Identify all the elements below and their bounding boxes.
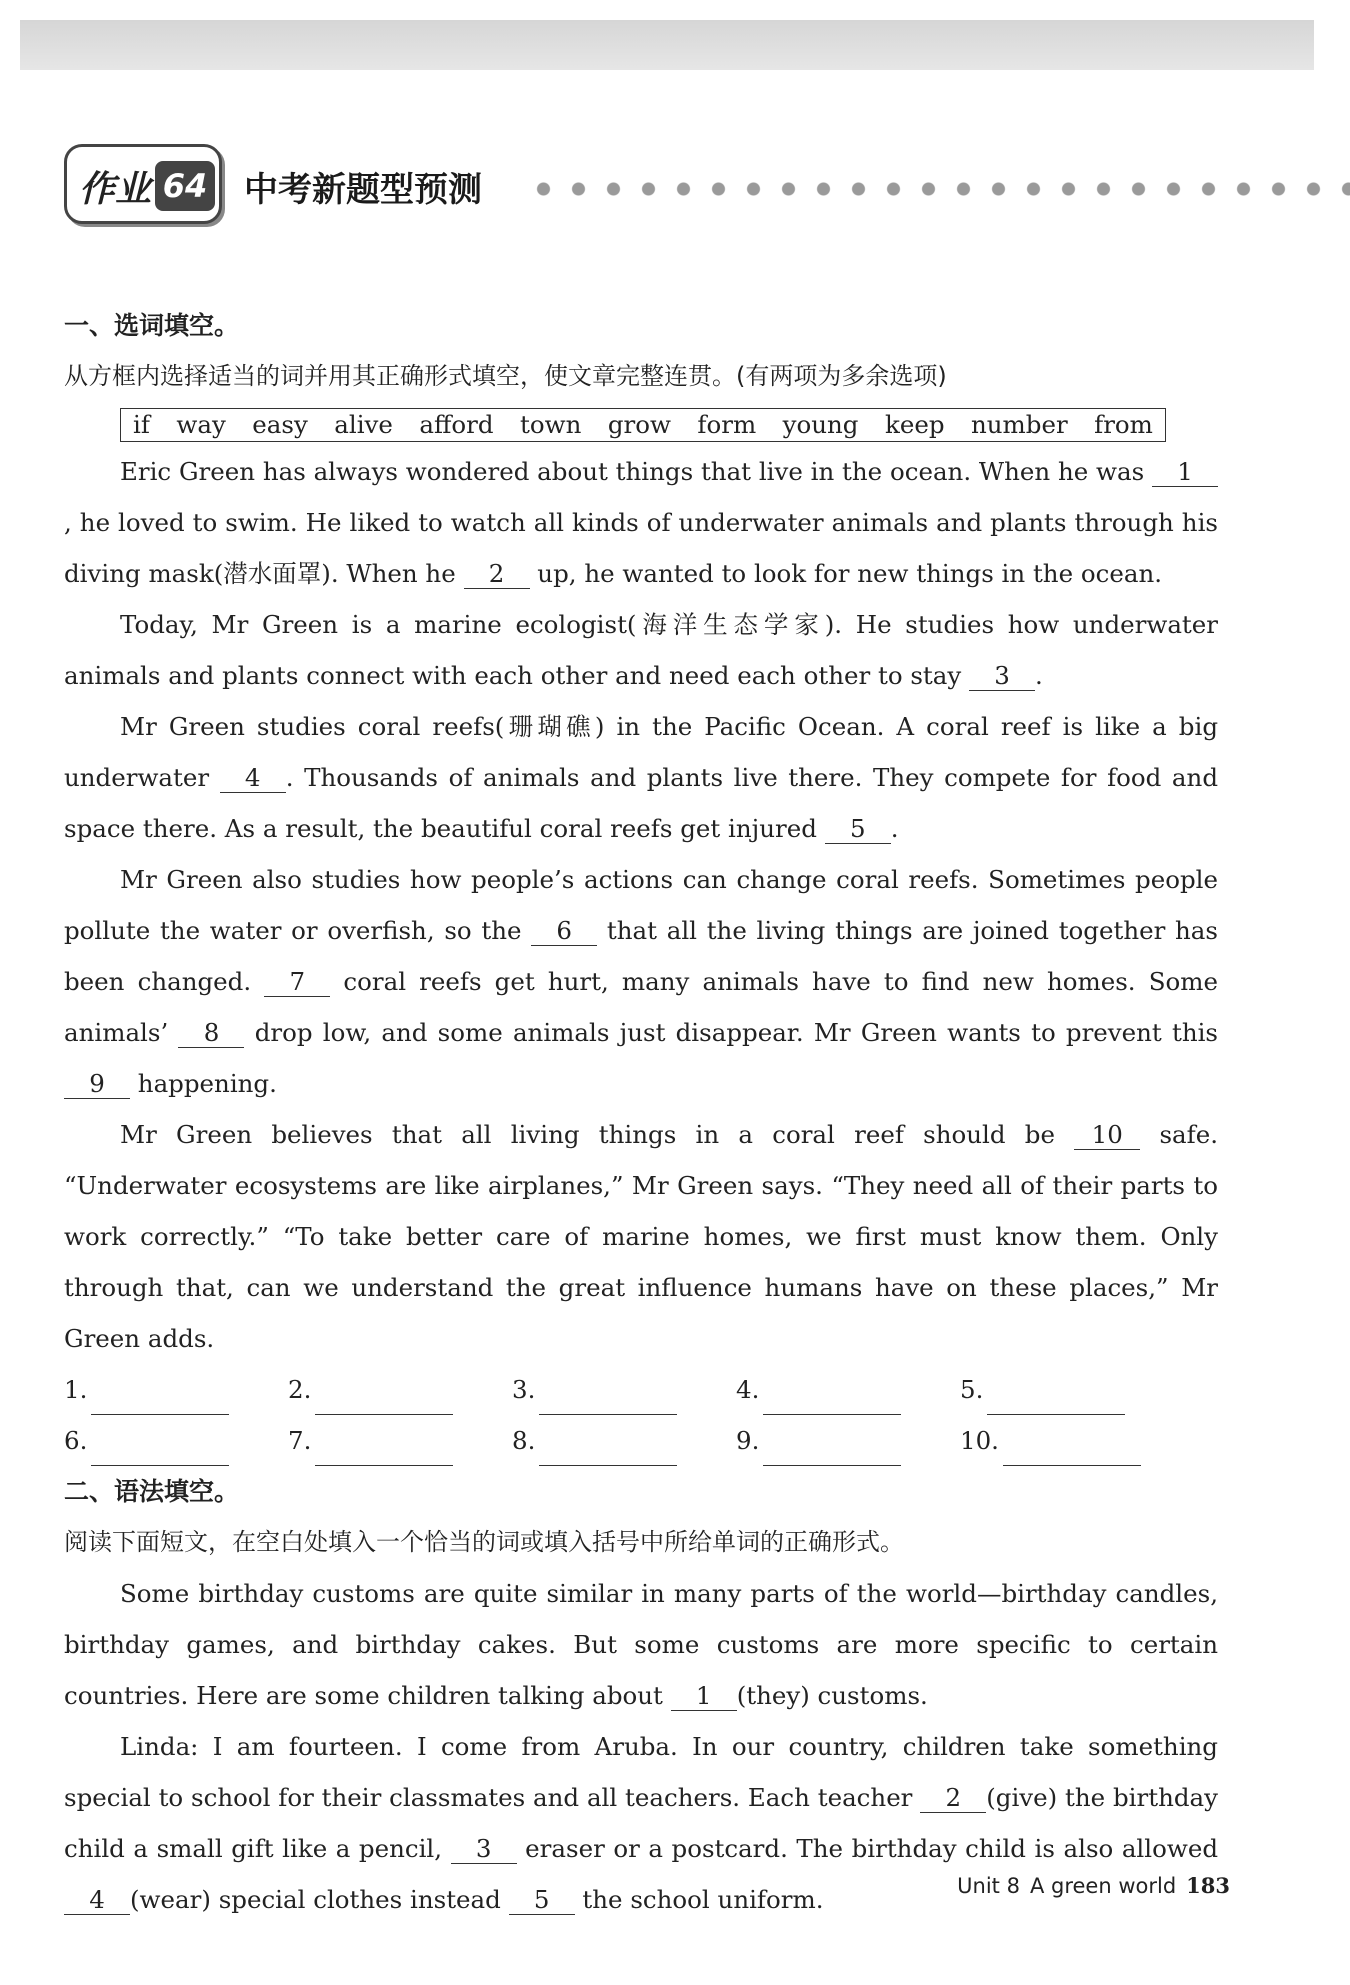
paragraph-text: safe. “Underwater ecosystems are like airplanes,” Mr Green says. “They need all of their parts to work correctly.” “To take better care of marine homes, we first must know them. Only through that, can we understand the great influence humans have on these places,” Mr Green adds.: [64, 1120, 1219, 1353]
paragraph-text: (wear) special clothes instead: [130, 1885, 509, 1914]
exercise-header: [64, 144, 1324, 224]
paragraph-text: . Thousands of animals and plants live there. They compete for food and space there. As a result, the beautiful coral reefs get injured: [64, 763, 1219, 843]
grammar-blank-1: 1: [671, 1682, 737, 1711]
paragraph-text: coral reefs get hurt, many animals have to find new homes. Some animals’: [64, 967, 1218, 1047]
word-box-item: form: [697, 410, 757, 439]
paragraph-text: .: [1035, 661, 1043, 690]
answer-label: 2.: [288, 1375, 312, 1404]
word-box-item: if: [133, 410, 150, 439]
paragraph-text: Linda: I am fourteen. I come from Aruba. In our country, children take something special to school for their classmates and all teachers. Each teacher: [64, 1732, 1218, 1812]
blank-1: 1: [1152, 458, 1218, 487]
passage2-paragraph: [64, 1568, 1218, 1721]
paragraph-text: drop low, and some animals just disappear. Mr Green wants to prevent this: [244, 1018, 1219, 1047]
grammar-blank-3: 3: [451, 1835, 517, 1864]
answer-label: 3.: [512, 1375, 536, 1404]
answer-line[interactable]: [539, 1380, 677, 1415]
answer-label: 4.: [736, 1375, 760, 1404]
answer-line[interactable]: [91, 1431, 229, 1466]
passage1-paragraph: [64, 599, 1218, 701]
answer-slot: [736, 1415, 960, 1466]
answer-line[interactable]: [1003, 1431, 1141, 1466]
answer-label: 7.: [288, 1426, 312, 1455]
paragraph-text: Today, Mr Green is a marine ecologist(海洋生态学家). He studies how underwater animals and plants connect with each other and need each other to stay: [64, 610, 1218, 690]
page-number: 183: [1186, 1873, 1230, 1898]
blank-4: 4: [220, 764, 286, 793]
answer-slot: [64, 1364, 288, 1415]
answer-label: 10.: [960, 1426, 999, 1455]
answer-slot: [512, 1364, 736, 1415]
word-box-item: number: [970, 410, 1068, 439]
answer-line[interactable]: [539, 1431, 677, 1466]
footer-unit: Unit 8: [957, 1874, 1020, 1898]
paragraph-text: , he loved to swim. He liked to watch all kinds of underwater animals and plants through his diving mask(潜水面罩). When he: [64, 508, 1218, 588]
word-box-item: grow: [607, 410, 671, 439]
paragraph-text: the school uniform.: [574, 1885, 824, 1914]
word-box: [120, 408, 1166, 442]
answer-label: 9.: [736, 1426, 760, 1455]
blank-2: 2: [464, 560, 530, 589]
answer-line[interactable]: [763, 1380, 901, 1415]
footer-unit-title: A green world: [1029, 1874, 1177, 1898]
grammar-blank-4: 4: [64, 1886, 130, 1915]
blank-9: 9: [64, 1070, 130, 1099]
answer-row: [64, 1415, 1218, 1466]
grammar-blank-5: 5: [509, 1886, 575, 1915]
answer-line[interactable]: [763, 1431, 901, 1466]
blank-3: 3: [969, 662, 1035, 691]
blank-6: 6: [531, 917, 597, 946]
word-box-item: alive: [334, 410, 393, 439]
answer-slot: [960, 1415, 1184, 1466]
answer-slot: [288, 1364, 512, 1415]
answer-label: 5.: [960, 1375, 984, 1404]
answer-slot: [64, 1415, 288, 1466]
answer-slot: [512, 1415, 736, 1466]
answer-slot: [288, 1415, 512, 1466]
exercise-badge: [64, 144, 222, 224]
answer-line[interactable]: [315, 1380, 453, 1415]
word-box-item: young: [782, 410, 859, 439]
word-box-item: town: [520, 410, 582, 439]
paragraph-text: Mr Green studies coral reefs(珊瑚礁) in the Pacific Ocean. A coral reef is like a big underwater: [64, 712, 1218, 792]
grammar-blank-2: 2: [920, 1784, 986, 1813]
answer-slot: [960, 1364, 1184, 1415]
answer-label: 6.: [64, 1426, 88, 1455]
answer-line[interactable]: [315, 1431, 453, 1466]
answer-row: [64, 1364, 1218, 1415]
section1-title: 一、选词填空。: [64, 311, 240, 340]
header-title: 中考新题型预测: [244, 170, 482, 210]
page-footer: [940, 1868, 1230, 1904]
paragraph-text: that all the living things are joined together has been changed.: [64, 916, 1218, 996]
scan-top-band: [20, 20, 1314, 70]
paragraph-text: Eric Green has always wondered about things that live in the ocean. When he was: [120, 457, 1152, 486]
passage1-paragraph: [64, 446, 1218, 599]
section2-title: 二、语法填空。: [64, 1477, 240, 1506]
word-box-item: from: [1094, 410, 1153, 439]
passage1-paragraph: [64, 701, 1218, 854]
answer-label: 8.: [512, 1426, 536, 1455]
paragraph-text: Mr Green also studies how people’s actions can change coral reefs. Sometimes people pollute the water or overfish, so the: [64, 865, 1218, 945]
blank-5: 5: [825, 815, 891, 844]
blank-10: 10: [1074, 1121, 1140, 1150]
page-content: [64, 300, 1218, 1925]
answer-line[interactable]: [91, 1380, 229, 1415]
word-box-item: easy: [252, 410, 308, 439]
badge-number: 64: [155, 161, 215, 211]
dotted-divider: [526, 182, 1350, 196]
passage1-paragraph: [64, 1109, 1218, 1364]
answer-line[interactable]: [987, 1380, 1125, 1415]
paragraph-text: eraser or a postcard. The birthday child is also allowed: [516, 1834, 1219, 1863]
word-box-item: keep: [884, 410, 945, 439]
blank-8: 8: [178, 1019, 244, 1048]
answer-slot: [736, 1364, 960, 1415]
blank-7: 7: [264, 968, 330, 997]
paragraph-text: (they) customs.: [736, 1681, 928, 1710]
paragraph-text: (give) the birthday child a small gift like a pencil,: [64, 1783, 1218, 1863]
paragraph-text: happening.: [130, 1069, 277, 1098]
word-box-item: way: [176, 410, 226, 439]
badge-label: 作业: [79, 169, 152, 210]
paragraph-text: Mr Green believes that all living things in a coral reef should be: [120, 1120, 1075, 1149]
word-box-item: afford: [419, 410, 494, 439]
paragraph-text: Some birthday customs are quite similar in many parts of the world—birthday candles, birthday games, and birthday cakes. But some customs are more specific to certain countries. Here are some children talking about: [64, 1579, 1218, 1710]
paragraph-text: .: [890, 814, 899, 843]
section1-instruction: 从方框内选择适当的词并用其正确形式填空，使文章完整连贯。(有两项为多余选项): [64, 362, 947, 390]
passage1-paragraph: [64, 854, 1218, 1109]
paragraph-text: up, he wanted to look for new things in the ocean.: [529, 559, 1163, 588]
section2-instruction: 阅读下面短文，在空白处填入一个恰当的词或填入括号中所给单词的正确形式。: [64, 1528, 904, 1556]
answer-label: 1.: [64, 1375, 88, 1404]
